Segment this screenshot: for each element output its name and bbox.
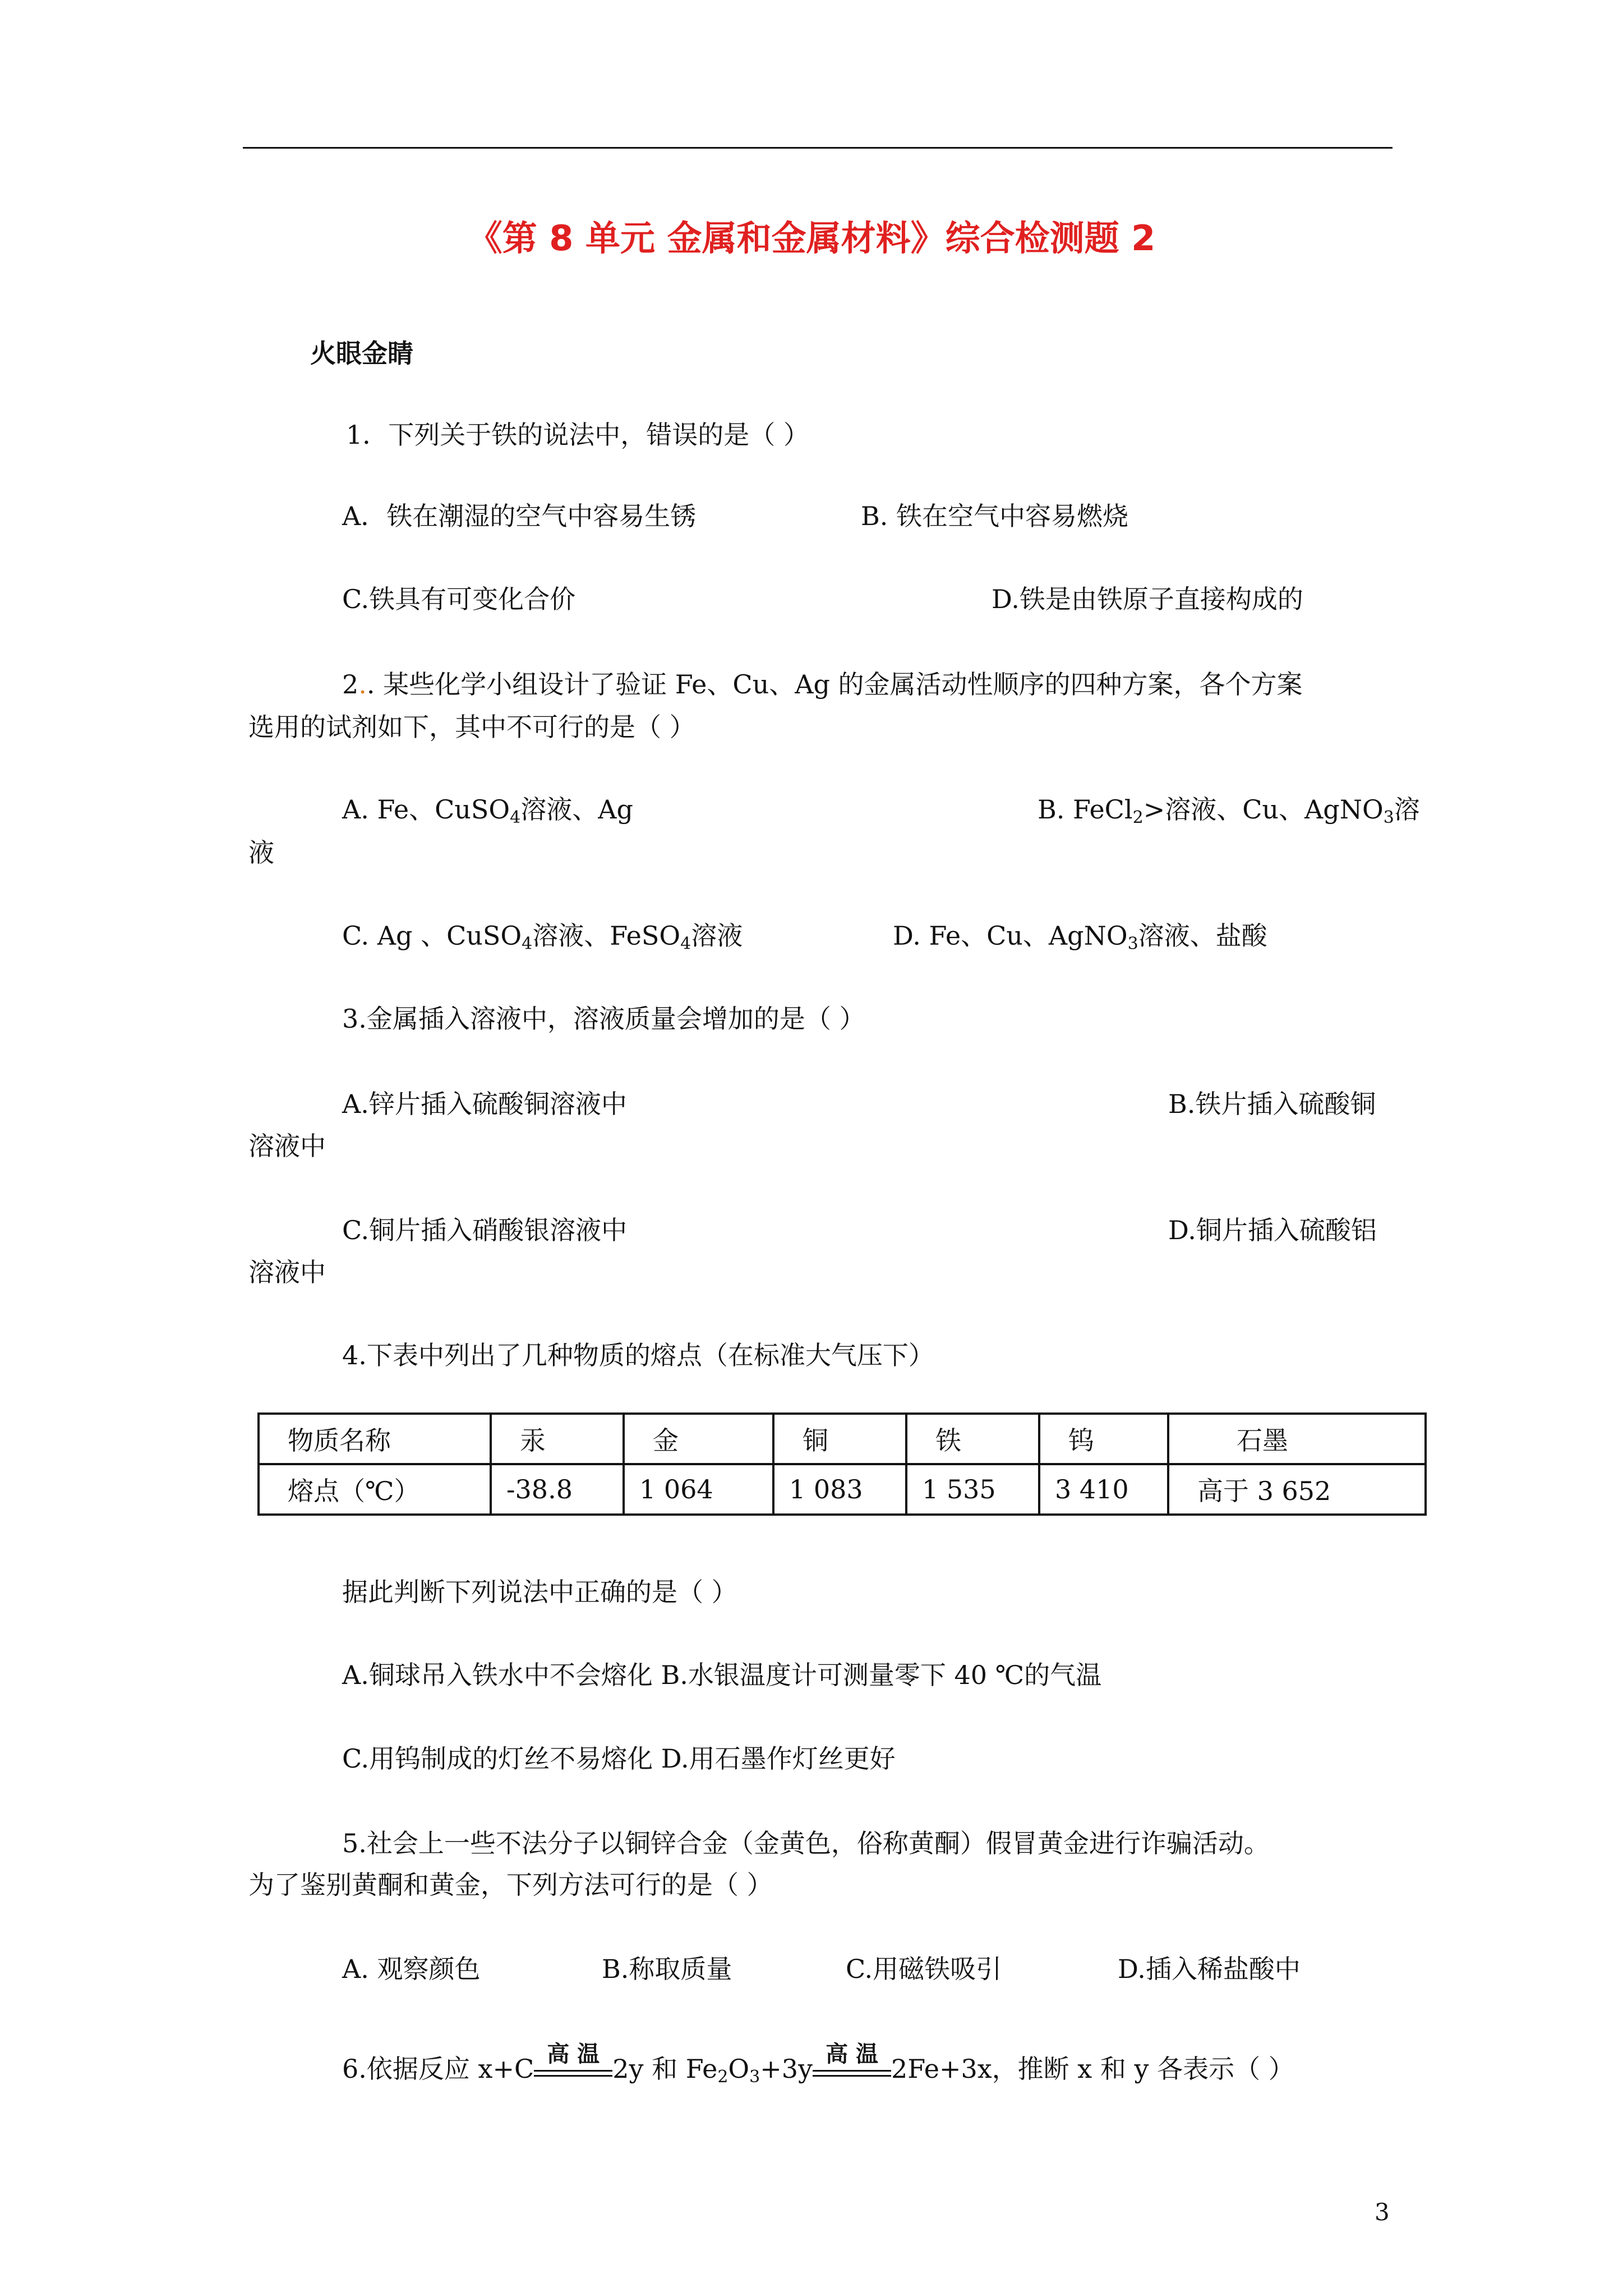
q5-option-c: C.用磁铁吸引 bbox=[846, 1954, 1002, 1984]
q1-option-a: A．铁在潮湿的空气中容易生锈 bbox=[342, 501, 697, 531]
q5-option-d: D.插入稀盐酸中 bbox=[1118, 1954, 1301, 1984]
table-cell: 1 535 bbox=[906, 1464, 1039, 1515]
q5-option-b: B.称取质量 bbox=[602, 1954, 732, 1984]
page-title: 《第 8 单元 金属和金属材料》综合检测题 2 bbox=[467, 218, 1156, 259]
section-heading: 火眼金睛 bbox=[310, 338, 413, 369]
q2-option-b: B. FeCl$_2$>溶液、Cu、AgNO$_3$溶 bbox=[1038, 794, 1420, 827]
q3-option-a: A.锌片插入硫酸铜溶液中 bbox=[342, 1089, 627, 1119]
q3-stem: 3.金属插入溶液中，溶液质量会增加的是（ ） bbox=[342, 1004, 865, 1034]
q1-option-b: B. 铁在空气中容易燃烧 bbox=[861, 501, 1129, 531]
q4-options-ab: A.铜球吊入铁水中不会熔化 B.水银温度计可测量零下 40 ℃的气温 bbox=[342, 1660, 1102, 1690]
melting-point-table bbox=[257, 1412, 1427, 1516]
q5-stem-line2: 为了鉴别黄酮和黄金，下列方法可行的是（ ） bbox=[248, 1870, 773, 1900]
q2-stem-line2: 选用的试剂如下，其中不可行的是（ ） bbox=[248, 712, 695, 742]
q2-option-d: D. Fe、Cu、AgNO$_3$溶液、盐酸 bbox=[893, 921, 1267, 954]
q5-option-a: A. 观察颜色 bbox=[342, 1954, 481, 1984]
table-cell: 1 083 bbox=[773, 1464, 906, 1515]
q2-option-b-wrap: 液 bbox=[248, 838, 274, 868]
q2-option-a: A. Fe、CuSO$_4$溶液、Ag bbox=[342, 794, 633, 827]
table-cell: 铜 bbox=[773, 1414, 906, 1464]
q4-follow: 据此判断下列说法中正确的是（ ） bbox=[342, 1577, 737, 1607]
table-cell: 1 064 bbox=[624, 1464, 773, 1515]
q1-option-c: C.铁具有可变化合价 bbox=[342, 584, 576, 614]
q4-options-cd: C.用钨制成的灯丝不易熔化 D.用石墨作灯丝更好 bbox=[342, 1743, 896, 1774]
table-cell: 铁 bbox=[906, 1414, 1039, 1464]
q2-option-c: C. Ag 、CuSO$_4$溶液、FeSO$_4$溶液 bbox=[342, 921, 743, 954]
header-rule bbox=[243, 147, 1393, 149]
table-cell: 3 410 bbox=[1039, 1464, 1168, 1515]
table-cell: 石墨 bbox=[1168, 1414, 1426, 1464]
page-number: 3 bbox=[1375, 2198, 1390, 2226]
table-cell: -38.8 bbox=[491, 1464, 624, 1515]
q2-stem-line1: 2.. 某些化学小组设计了验证 Fe、Cu、Ag 的金属活动性顺序的四种方案，各个方案 bbox=[342, 669, 1303, 700]
table-cell: 汞 bbox=[491, 1414, 624, 1464]
q3-option-b-wrap: 溶液中 bbox=[248, 1131, 326, 1161]
q5-stem-line1: 5.社会上一些不法分子以铜锌合金（金黄色，俗称黄酮）假冒黄金进行诈骗活动。 bbox=[342, 1828, 1270, 1858]
table-cell: 熔点（℃） bbox=[259, 1464, 491, 1515]
q3-option-d-wrap: 溶液中 bbox=[248, 1257, 326, 1287]
table-cell: 钨 bbox=[1039, 1414, 1168, 1464]
q3-option-c: C.铜片插入硝酸银溶液中 bbox=[342, 1215, 628, 1245]
table-row bbox=[259, 1464, 1426, 1515]
table-header-row bbox=[259, 1414, 1426, 1464]
q3-option-d: D.铜片插入硫酸铝 bbox=[1168, 1215, 1377, 1245]
q1-option-d: D.铁是由铁原子直接构成的 bbox=[992, 584, 1303, 614]
q3-option-b: B.铁片插入硫酸铜 bbox=[1168, 1089, 1376, 1119]
q1-stem: 1．下列关于铁的说法中，错误的是（ ） bbox=[346, 420, 809, 450]
q4-stem: 4.下表中列出了几种物质的熔点（在标准大气压下） bbox=[342, 1340, 934, 1370]
q6-stem: 6.依据反应 x+C 高 温 2y 和 $Fe_2O_3+3y$ 高 温 2Fe+3x，推断 x 和 y 各表示（ ） bbox=[342, 2041, 1294, 2087]
table-cell: 高于 3 652 bbox=[1168, 1464, 1426, 1515]
table-cell: 物质名称 bbox=[259, 1414, 491, 1464]
table-cell: 金 bbox=[624, 1414, 773, 1464]
